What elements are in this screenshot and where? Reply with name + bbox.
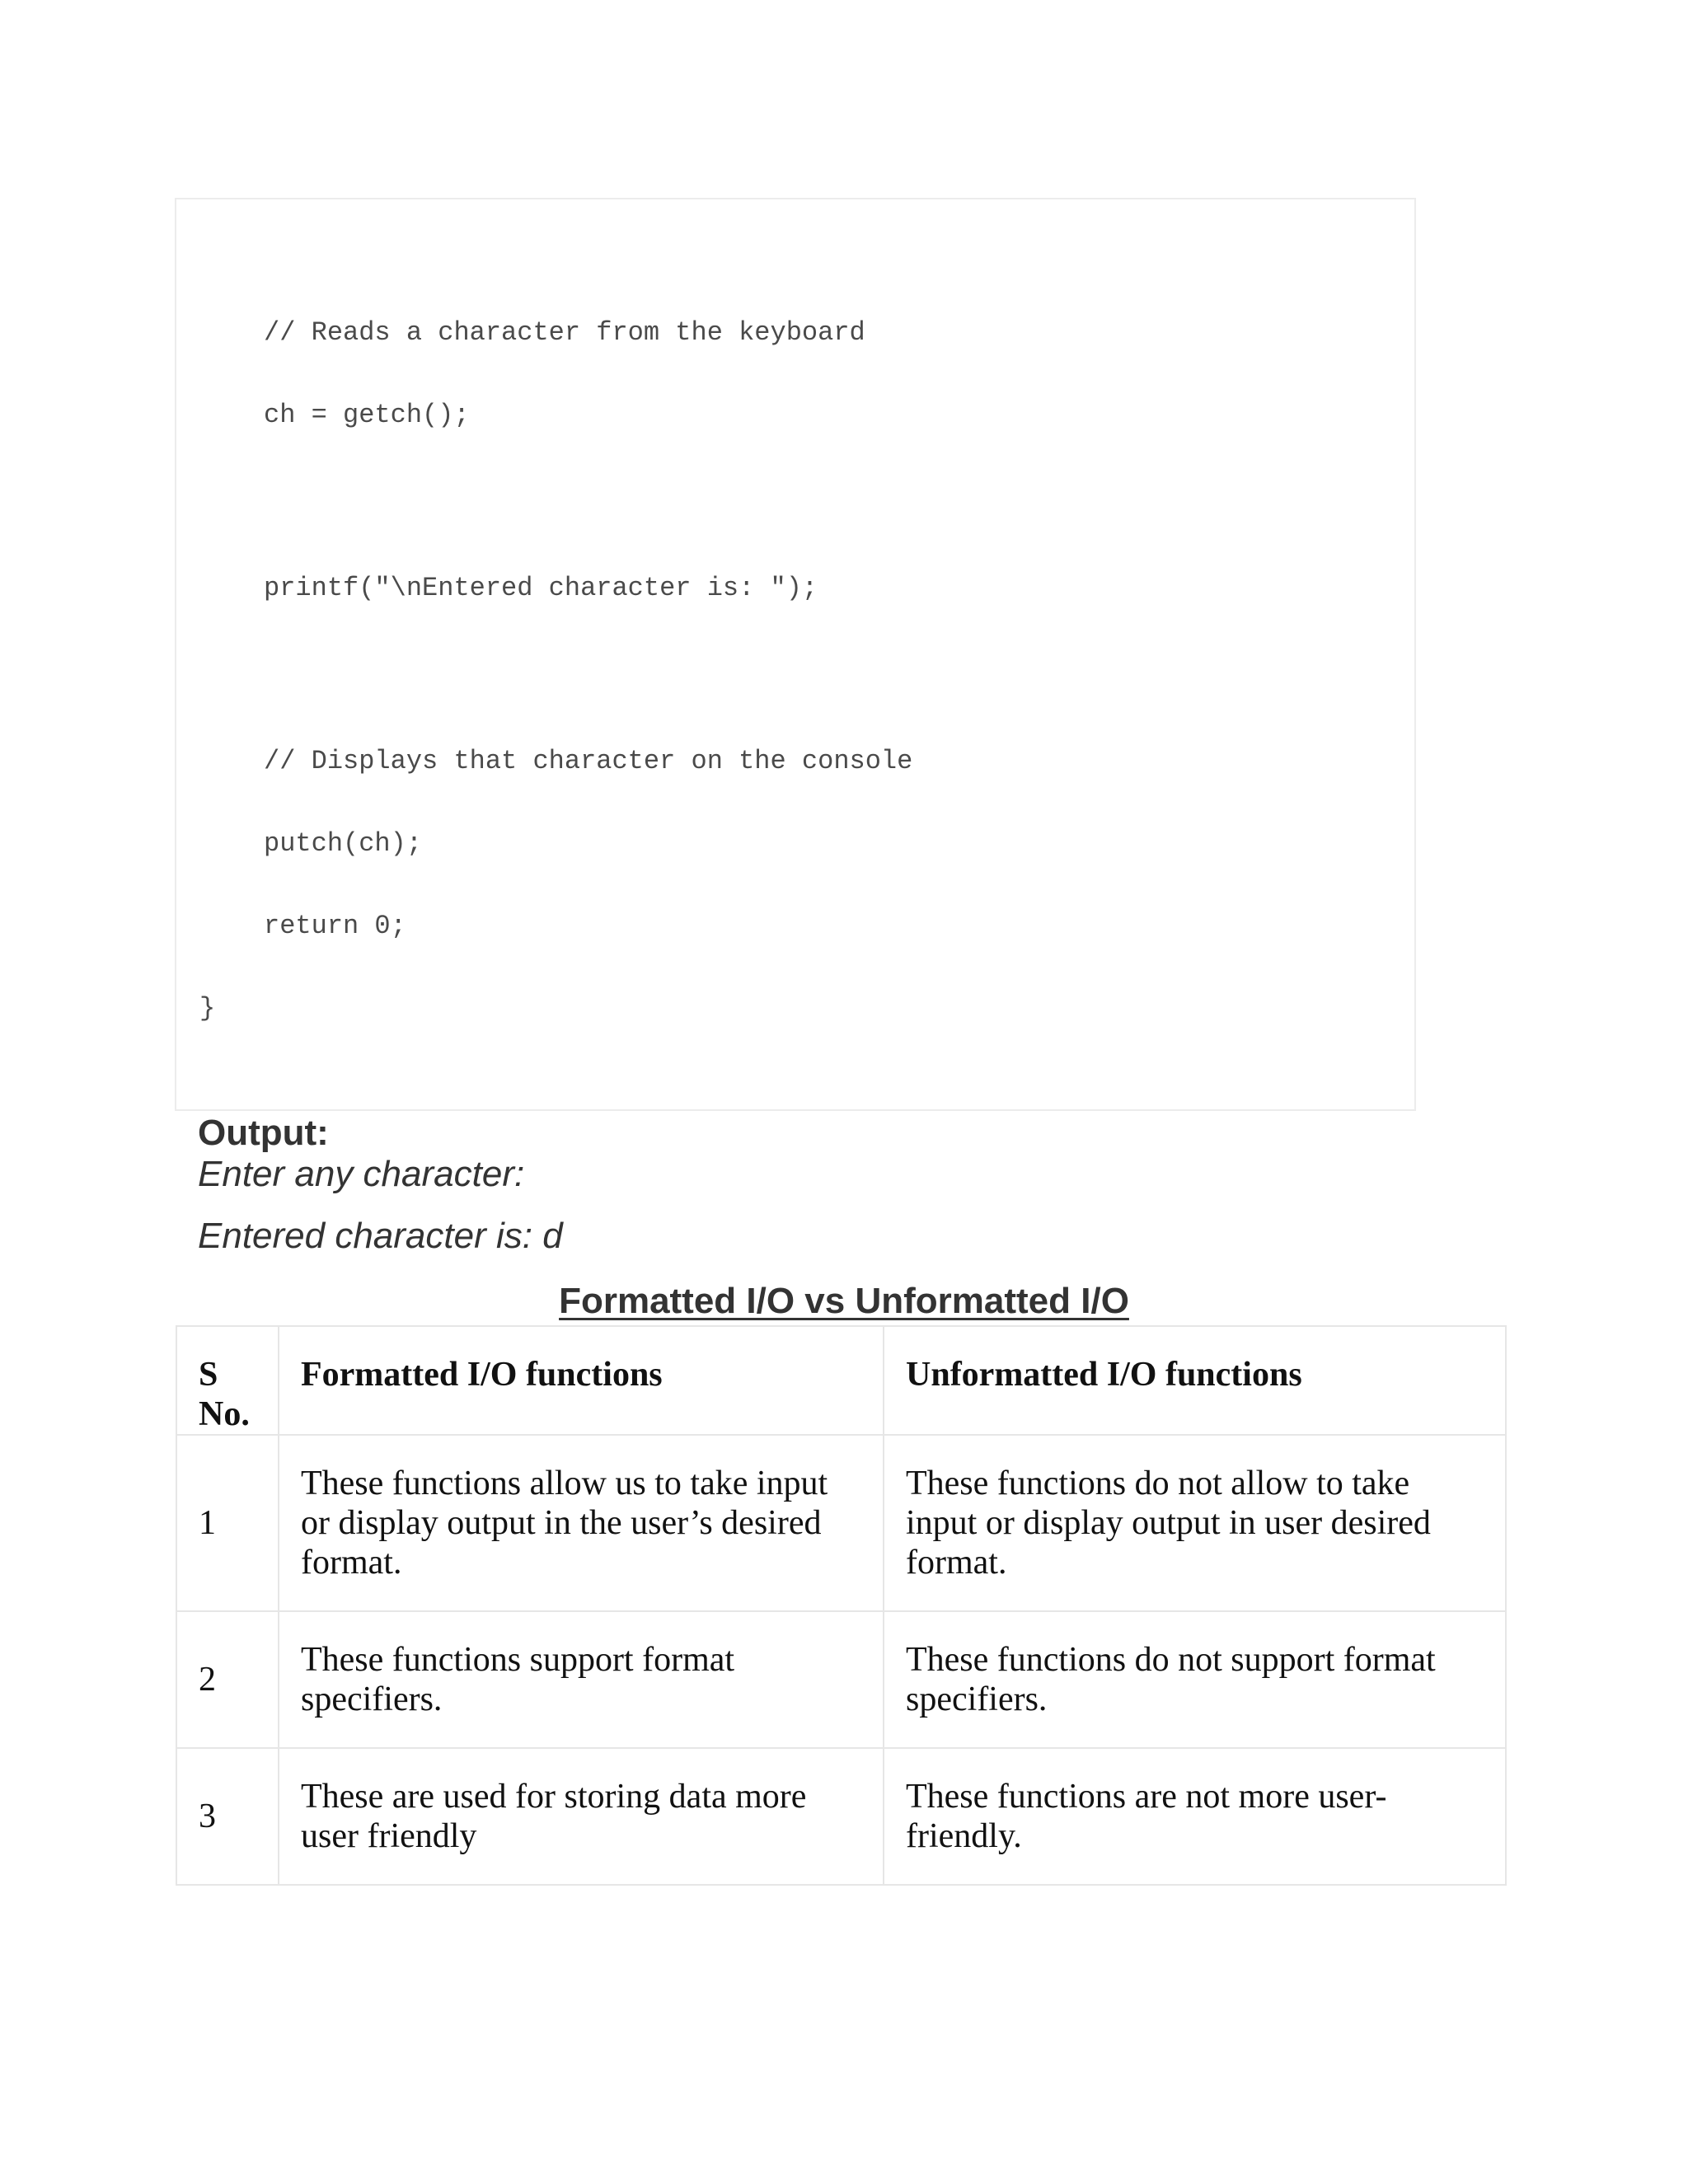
table-row	[176, 1748, 1506, 1885]
cell-formatted: These functions allow us to take input or display output in the user’s desired format.	[279, 1435, 884, 1611]
output-heading: Output:	[198, 1113, 329, 1153]
code-line: // Reads a character from the keyboard	[264, 317, 865, 348]
code-line: return 0;	[264, 911, 406, 941]
cell-sno: 3	[176, 1748, 279, 1885]
code-block	[175, 198, 1416, 1111]
code-line: printf("\nEntered character is: ");	[264, 573, 818, 603]
cell-sno: 2	[176, 1611, 279, 1748]
section-title: Formatted I/O vs Unformatted I/O	[559, 1281, 1129, 1321]
cell-unformatted: These functions are not more user-friendly.	[884, 1748, 1506, 1885]
cell-formatted: These functions support format specifiers.	[279, 1611, 884, 1748]
cell-unformatted: These functions do not support format specifiers.	[884, 1611, 1506, 1748]
cell-sno: 1	[176, 1435, 279, 1611]
column-header-unformatted: Unformatted I/O functions	[884, 1326, 1506, 1435]
cell-unformatted: These functions do not allow to take input or display output in user desired format.	[884, 1435, 1506, 1611]
comparison-table	[176, 1325, 1507, 1886]
code-line: ch = getch();	[264, 400, 470, 430]
table-header-row	[176, 1326, 1506, 1435]
table-row	[176, 1611, 1506, 1748]
cell-formatted: These are used for storing data more user friendly	[279, 1748, 884, 1885]
code-line: putch(ch);	[264, 828, 423, 859]
output-line: Enter any character:	[198, 1154, 525, 1194]
code-line: // Displays that character on the console	[264, 746, 913, 776]
code-line: }	[199, 993, 216, 1024]
column-header-sno: S No.	[176, 1326, 279, 1435]
table-row	[176, 1435, 1506, 1611]
column-header-formatted: Formatted I/O functions	[279, 1326, 884, 1435]
output-line: Entered character is: d	[198, 1216, 563, 1256]
